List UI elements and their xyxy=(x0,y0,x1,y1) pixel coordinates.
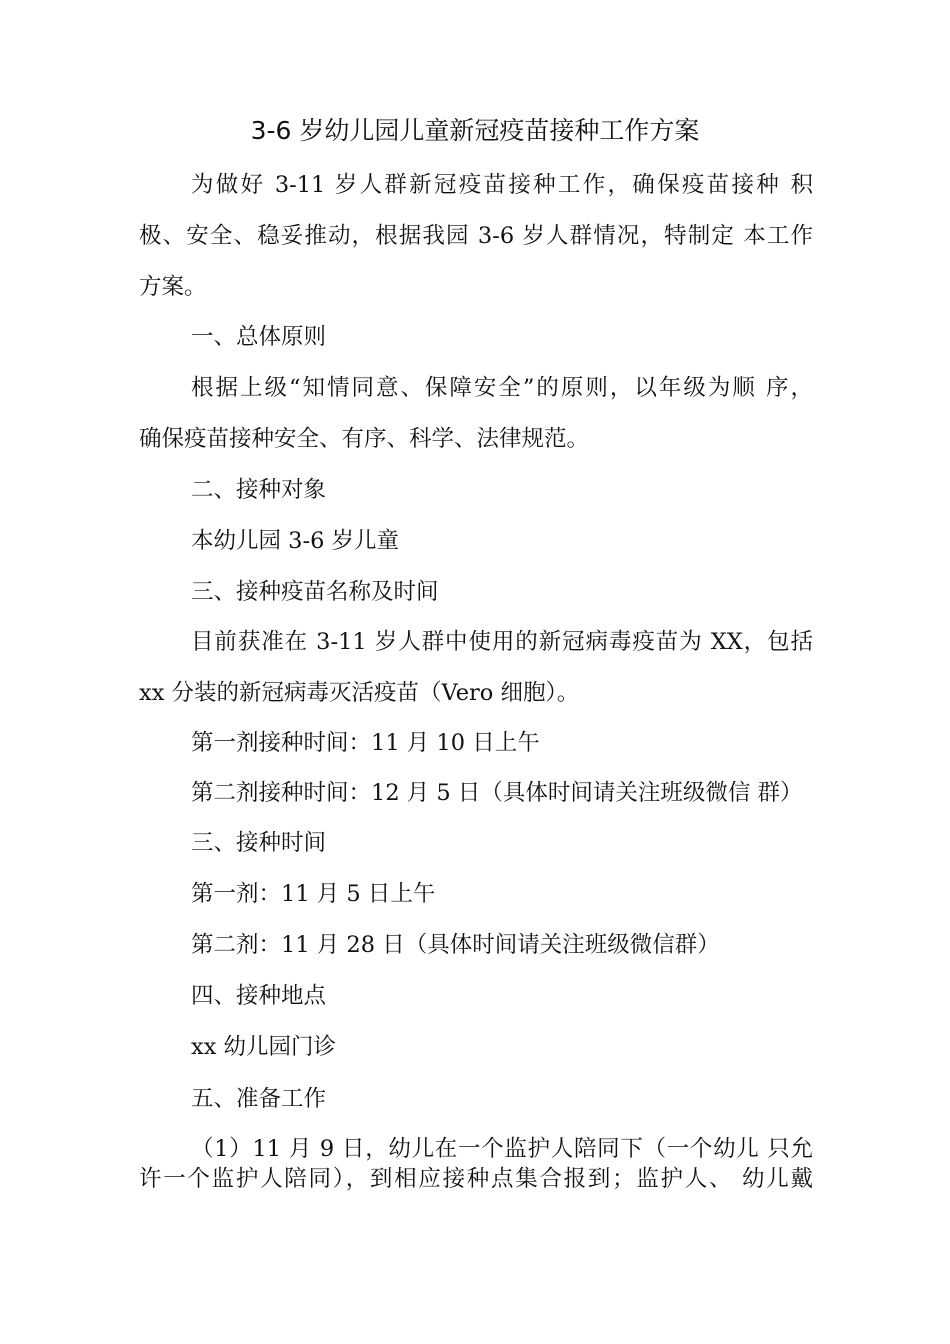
document-title: 3-6 岁幼儿园儿童新冠疫苗接种工作方案 xyxy=(250,116,700,145)
principles-line-2: 确保疫苗接种安全、有序、科学、法律规范。 xyxy=(139,426,590,452)
intro-line-2: 极、安全、稳妥推动，根据我园 3-6 岁人群情况，特制定 本工作 xyxy=(139,223,813,249)
vaccine-dose-1: 第一剂接种时间：11 月 10 日上午 xyxy=(191,730,540,756)
preparation-line-2: 许一个监护人陪同），到相应接种点集合报到；监护人、 幼儿戴 xyxy=(139,1166,813,1192)
section-heading-vaccine: 三、接种疫苗名称及时间 xyxy=(191,579,439,605)
principles-line-1: 根据上级“知情同意、保障安全”的原则，以年级为顺 序， xyxy=(191,375,813,401)
section-heading-schedule: 三、接种时间 xyxy=(191,830,327,856)
section-heading-principles: 一、总体原则 xyxy=(191,324,327,350)
section-heading-location: 四、接种地点 xyxy=(191,983,327,1009)
preparation-line-1: （1）11 月 9 日，幼儿在一个监护人陪同下（一个幼儿 只允 xyxy=(191,1136,813,1162)
section-heading-targets: 二、接种对象 xyxy=(191,477,327,503)
vaccine-line-1: 目前获准在 3-11 岁人群中使用的新冠病毒疫苗为 XX，包括 xyxy=(191,629,813,655)
vaccine-line-2: xx 分装的新冠病毒灭活疫苗（Vero 细胞）。 xyxy=(139,680,580,706)
intro-line-3: 方案。 xyxy=(139,274,207,300)
schedule-dose-2: 第二剂：11 月 28 日（具体时间请关注班级微信群） xyxy=(191,932,720,958)
section-heading-preparation: 五、准备工作 xyxy=(191,1086,327,1112)
vaccine-dose-2: 第二剂接种时间：12 月 5 日（具体时间请关注班级微信 群） xyxy=(191,780,803,806)
intro-line-1: 为做好 3-11 岁人群新冠疫苗接种工作，确保疫苗接种 积 xyxy=(191,172,813,198)
schedule-dose-1: 第一剂：11 月 5 日上午 xyxy=(191,881,436,907)
location-text: xx 幼儿园门诊 xyxy=(191,1034,337,1060)
targets-text: 本幼儿园 3-6 岁儿童 xyxy=(191,528,400,554)
